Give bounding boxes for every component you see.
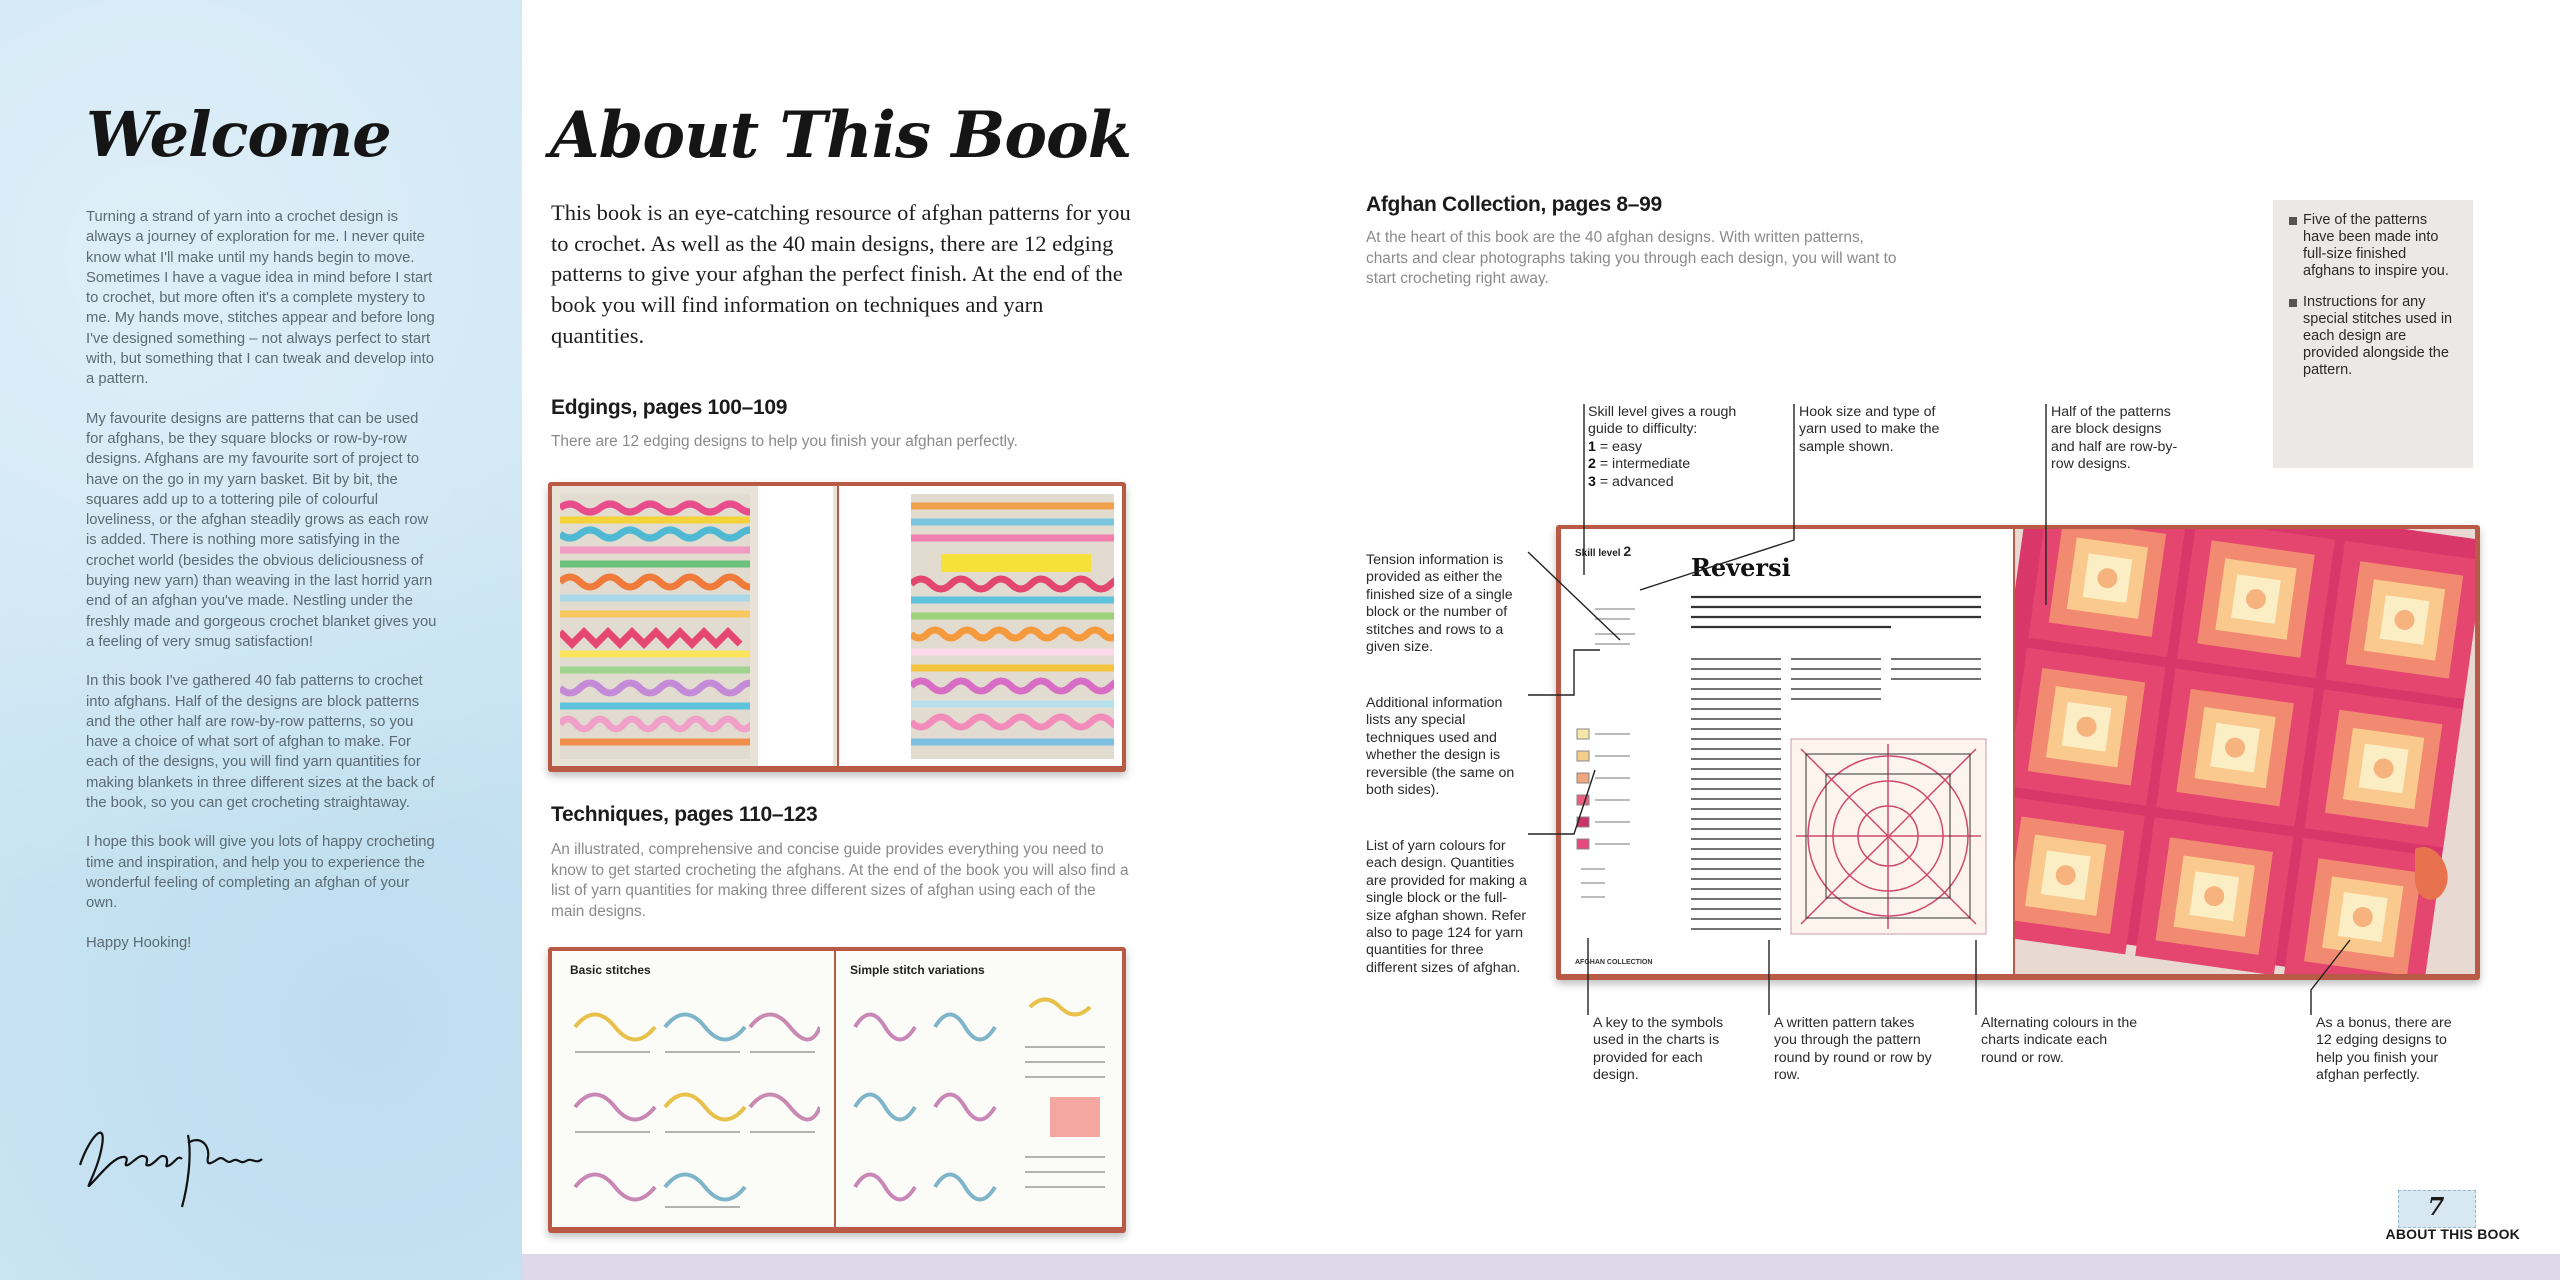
- callout-half-patterns: Half of the patterns are block designs and half are row-by-row designs.: [2051, 404, 2178, 473]
- running-footer-label: ABOUT THIS BOOK: [2385, 1226, 2520, 1242]
- callout-additional-info: Additional information lists any special techniques used and whether the design is reversible (the same on both sides).: [1366, 695, 1515, 799]
- callout-bonus-edgings: As a bonus, there are 12 edging designs to help you finish your afghan perfectly.: [2316, 1015, 2452, 1084]
- sample-skill-level: Skill level 2: [1575, 543, 1632, 559]
- welcome-paragraph: In this book I've gathered 40 fab patterns to crochet into afghans. Half of the designs are block patterns and the other half are row-by-row patterns, so you have a choice of what sort of afghan to make. For each of the designs, you will find yarn quantities for making blankets in three different sizes at the back of the book, so you can get crocheting straightaway.: [86, 673, 435, 812]
- callout-written-pattern: A written pattern takes you through the pattern round by round or row by row.: [1774, 1015, 1932, 1084]
- skill-level-row: 1 = easy: [1588, 438, 1643, 455]
- welcome-paragraph: Turning a strand of yarn into a crochet design is always a journey of exploration for me. I never quite know what I'll make until my hands begin to move. Sometimes I have a vague idea in mind before I start to crochet, but more often it's a complete mystery to me. My hands move, stitches appear and before long I've designed something – not always perfect to start with, but something that I can tweak and develop into a pattern.: [86, 209, 435, 388]
- edgings-heading: Edgings, pages 100–109: [551, 396, 788, 419]
- technique-left-title: Basic stitches: [570, 963, 651, 977]
- welcome-paragraph: I hope this book will give you lots of happy crocheting time and inspiration, and help you to experience the wonderful feeling of completing an afghan of your own.: [86, 834, 435, 912]
- about-title: About This Book: [550, 98, 1132, 173]
- sample-design-title: Reversi: [1691, 553, 1791, 582]
- afghan-collection-description: At the heart of this book are the 40 afghan designs. With written patterns, charts and clear photographs taking you through each design, you will want to start crocheting right away.: [1366, 229, 1897, 287]
- technique-right-title: Simple stitch variations: [850, 963, 985, 977]
- leader-bonus: [2311, 940, 2350, 1015]
- skill-level-row: 2 = intermediate: [1588, 456, 1691, 473]
- techniques-heading: Techniques, pages 110–123: [551, 803, 818, 826]
- sample-page-footer: AFGHAN COLLECTION: [1575, 959, 1653, 966]
- footer-strip: [522, 1254, 2560, 1280]
- feature-bullet: Five of the patterns have been made into full-size finished afghans to inspire you.: [2289, 212, 2461, 280]
- techniques-description: An illustrated, comprehensive and concise guide provides everything you need to know to get started crocheting the afghans. At the end of the book you will also find a list of yarn quantities for making three different sizes of afghan using each of the main designs.: [551, 841, 1129, 920]
- feature-bullet: Instructions for any special stitches used in each design are provided alongside the pattern.: [2289, 294, 2461, 379]
- leader-hook: [1640, 404, 1794, 590]
- welcome-title: Welcome: [86, 98, 391, 171]
- about-intro: This book is an eye-catching resource of afghan patterns for you to crochet. As well as the 40 main designs, there are 12 edging patterns to give your afghan the perfect finish. At the end of the book you will find information on techniques and yarn quantities.: [551, 200, 1131, 348]
- skill-level-row: 3 = advanced: [1588, 473, 1674, 490]
- welcome-signoff: Happy Hooking!: [86, 934, 192, 951]
- leader-additional: [1528, 650, 1600, 695]
- page-number: 7: [2427, 1192, 2445, 1221]
- welcome-paragraph: My favourite designs are patterns that can be used for afghans, be they square blocks or row-by-row designs. Afghans are my favourite sort of project to have on the go in my yarn basket. Bit by bit, the squares add up to a tottering pile of colourful loveliness, or the afghan steadily grows as each row is added. There is nothing more satisfying in the crochet world (besides the obvious deliciousness of buying new yarn) than weaving in the last horrid yarn end of an afghan you've made. Nestling under the freshly made and gorgeous crochet blanket gives you a feeling of very smug satisfaction!: [86, 410, 437, 650]
- callout-tension: Tension information is provided as either the finished size of a single block or the number of stitches and rows to a given size.: [1366, 552, 1513, 656]
- leader-yarn: [1528, 770, 1595, 834]
- afghan-collection-heading: Afghan Collection, pages 8–99: [1366, 193, 1662, 216]
- leader-tension: [1528, 552, 1620, 640]
- edgings-description: There are 12 edging designs to help you finish your afghan perfectly.: [551, 433, 1018, 450]
- callout-symbol-key: A key to the symbols used in the charts is provided for each design.: [1593, 1015, 1724, 1084]
- callout-yarn-colours: List of yarn colours for each design. Quantities are provided for making a single block or the full-size afghan shown. Refer also to page 124 for yarn quantities for three different sizes of afghan.: [1366, 838, 1527, 976]
- callout-alternating-colours: Alternating colours in the charts indicate each round or row.: [1981, 1015, 2138, 1066]
- callout-skill-intro: Skill level gives a rough guide to difficulty:: [1588, 404, 1737, 438]
- callout-hook-size: Hook size and type of yarn used to make the sample shown.: [1799, 404, 1940, 455]
